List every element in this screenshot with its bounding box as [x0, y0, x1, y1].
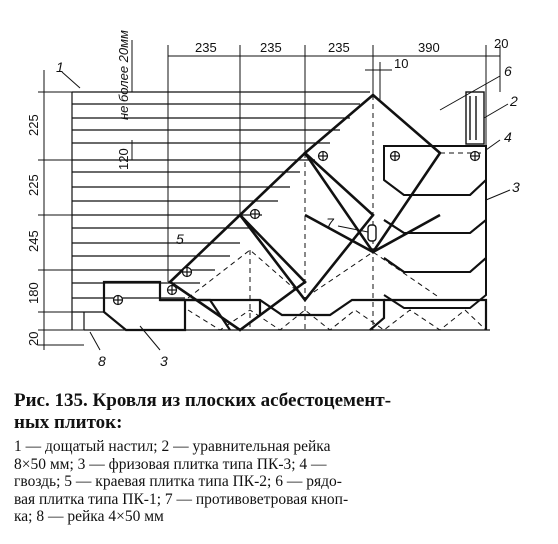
- callout-5: 5: [176, 231, 184, 247]
- figure-caption: [14, 390, 546, 526]
- wind-button: [368, 225, 376, 241]
- dim-20-top: 20: [494, 36, 509, 51]
- frieze-tiles-right: [384, 146, 486, 308]
- caption-legend: [14, 438, 546, 526]
- legend-line: 8×50 мм; 3 — фризовая плитка типа ПК-3; 4 —: [14, 455, 327, 473]
- dim-20-bottom: 20: [26, 331, 41, 346]
- dim-225-a: 225: [26, 114, 41, 136]
- legend-line: 1 — дощатый настил; 2 — уравнительная рейка: [14, 438, 331, 455]
- callout-1: 1: [56, 59, 64, 75]
- callout-8: 8: [98, 353, 106, 369]
- dim-10: 10: [394, 56, 409, 71]
- dim-180: 180: [26, 282, 41, 304]
- caption-title-line-1: Рис. 135. Кровля из плоских асбестоцемент-: [14, 390, 392, 411]
- max-gap-note: не более 20мм: [116, 30, 131, 120]
- dim-235-c: 235: [328, 40, 350, 55]
- levelling-batten: [466, 92, 484, 144]
- callout-4: 4: [504, 129, 512, 145]
- callout-6: 6: [504, 63, 512, 79]
- dim-225-b: 225: [26, 174, 41, 196]
- callout-3-right: 3: [512, 179, 520, 195]
- legend-line: ка; 8 — рейка 4×50 мм: [14, 508, 164, 525]
- callout-2: 2: [510, 93, 518, 109]
- dim-120: 120: [116, 148, 131, 170]
- callout-3-bottom: 3: [160, 353, 168, 369]
- caption-title: [14, 390, 546, 434]
- dim-390: 390: [418, 40, 440, 55]
- legend-line: гвоздь; 5 — краевая плитка типа ПК-2; 6 — рядо-: [14, 473, 342, 490]
- dim-245: 245: [26, 230, 41, 252]
- caption-title-line-2: ных плиток:: [14, 412, 123, 433]
- dim-235-a: 235: [195, 40, 217, 55]
- callout-7: 7: [326, 215, 334, 231]
- decking-boards: [72, 92, 490, 330]
- legend-line: вая плитка типа ПК-1; 7 — противоветровая кноп-: [14, 490, 349, 508]
- dim-235-b: 235: [260, 40, 282, 55]
